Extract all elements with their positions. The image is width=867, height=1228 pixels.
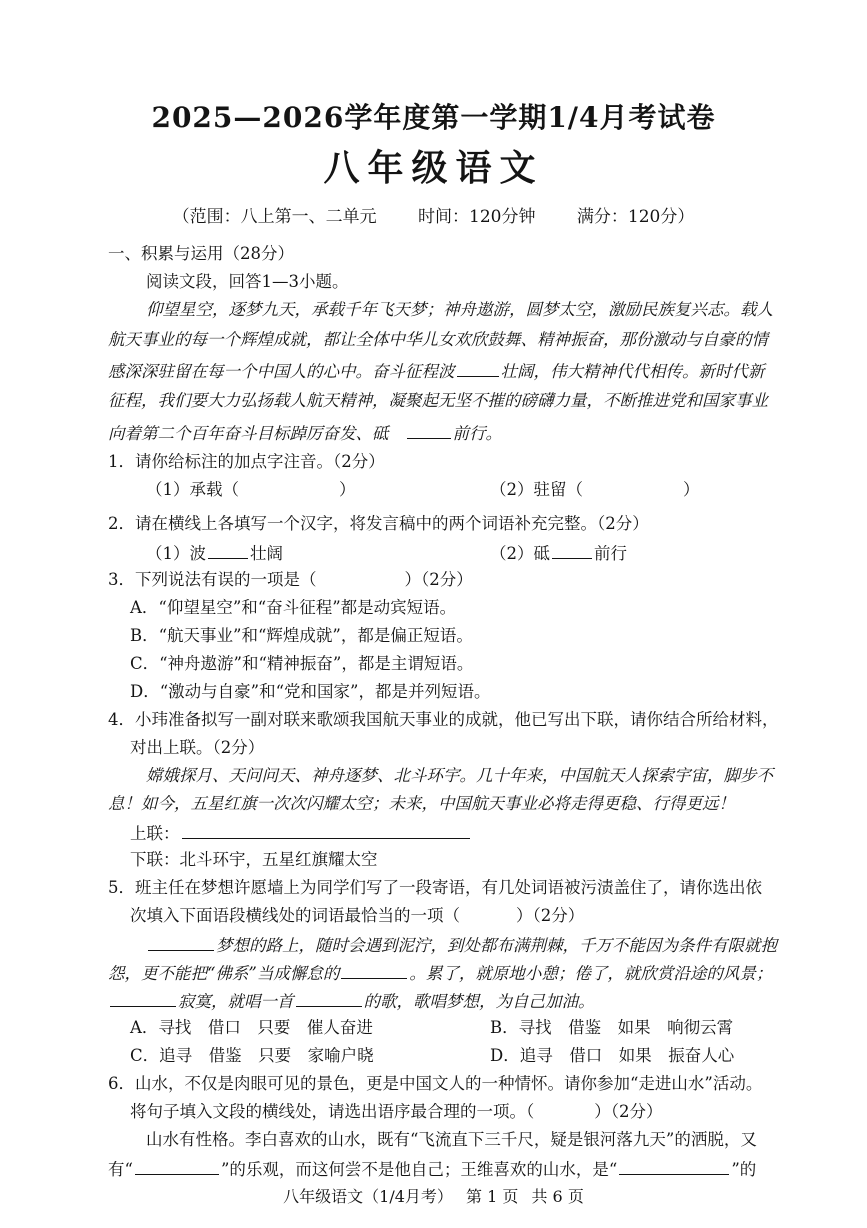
fill-blank[interactable] — [135, 1156, 219, 1175]
section-instruction: 阅读文段，回答1—3小题。 — [146, 272, 349, 291]
answer-line[interactable] — [182, 820, 470, 839]
q2-a-post: 壮阔 — [250, 544, 283, 563]
passage-line-2: 航天事业的每一个辉煌成就，都让全体中华儿女欢欣鼓舞、精神振奋，那份激动与自豪的情 — [108, 330, 768, 349]
footer-subject: 八年级语文（1/4月考） — [283, 1187, 453, 1206]
q5-option-b: B．寻找 借鉴 如果 响彻云霄 — [490, 1018, 734, 1037]
q1-option-a — [146, 478, 356, 502]
q6-stem-2-start: 将句子填入文段的横线处，请选出语序最合理的一项。（ — [130, 1102, 535, 1121]
q4-lower-couplet: 下联：北斗环宇，五星红旗耀太空 — [130, 850, 378, 869]
exam-title: 2025—2026学年度第一学期1/4月考试卷 — [151, 101, 716, 134]
fill-blank[interactable] — [148, 932, 214, 951]
q6-passage-2-pre: 有“ — [108, 1160, 133, 1179]
q3-stem-start: 3．下列说法有误的一项是（ — [108, 570, 317, 589]
q3-option-c: C．“神舟遨游”和“精神振奋”，都是主谓短语。 — [130, 654, 474, 673]
page-footer — [0, 1184, 867, 1207]
q3-option-a: A．“仰望星空”和“奋斗征程”都是动宾短语。 — [130, 598, 457, 617]
q6-passage-1: 山水有性格。李白喜欢的山水，既有“飞流直下三千尺，疑是银河落九天”的洒脱，又 — [146, 1130, 757, 1149]
q1-b-label: （2）驻留（ — [490, 480, 583, 499]
passage-line-3 — [108, 358, 765, 384]
q5-passage-3-post: 的歌，歌唱梦想，为自己加油。 — [363, 992, 595, 1011]
q2-stem: 2．请在横线上各填写一个汉字，将发言稿中的两个词语补充完整。（2分） — [108, 514, 649, 533]
passage-line-4: 征程，我们要大力弘扬载人航天精神，凝聚起无坚不摧的磅礴力量，不断推进党和国家事业 — [108, 391, 768, 410]
fill-blank[interactable] — [208, 540, 248, 559]
section-heading: 一、积累与运用（28分） — [108, 244, 294, 263]
q6-passage-2-post: ”的 — [731, 1160, 757, 1179]
q3-stem — [108, 568, 473, 592]
q5-passage-2 — [108, 960, 772, 986]
q4-upper-label: 上联： — [130, 824, 180, 843]
exam-score: 满分：120分） — [576, 207, 695, 227]
passage-line-3a: 感深深驻留在每一个中国人的心中。奋斗征程波 — [108, 362, 455, 381]
q6-passage-2-mid: ”的乐观，而这何尝不是他自己；王维喜欢的山水，是“ — [220, 1160, 618, 1179]
fill-blank[interactable] — [457, 358, 499, 377]
q5-stem-2-end: ）（2分） — [516, 906, 585, 925]
exam-time: 时间：120分钟 — [418, 207, 536, 227]
fill-blank[interactable] — [407, 420, 451, 439]
q3-option-d: D．“激动与自豪”和“党和国家”，都是并列短语。 — [130, 682, 491, 701]
passage-line-1: 仰望星空，逐梦九天，承载千年飞天梦；神舟遨游，圆梦太空，激励民族复兴志。载人 — [146, 300, 773, 319]
passage-line-3b: 壮阔，伟大精神代代相传。新时代新 — [500, 362, 765, 381]
q4-material-1: 嫦娥探月、天问问天、神舟逐梦、北斗环宇。几十年来，中国航天人探索宇宙，脚步不 — [146, 766, 773, 785]
q3-stem-end: ）（2分） — [404, 570, 473, 589]
q2-b-post: 前行 — [594, 544, 627, 563]
q5-passage-3-mid: 寂寞，就唱一首 — [178, 992, 294, 1011]
q2-option-b — [490, 540, 627, 566]
q5-stem-2-start: 次填入下面语段横线处的词语最恰当的一项（ — [130, 906, 460, 925]
fill-blank[interactable] — [110, 988, 176, 1007]
q2-a-pre: （1）波 — [146, 544, 206, 563]
exam-scope: （范围：八上第一、二单元 — [172, 207, 377, 227]
q5-passage-2-pre: 怨，更不能把“佛系”当成懈怠的 — [108, 964, 340, 983]
q1-option-b — [490, 478, 700, 502]
q5-stem-2 — [130, 904, 584, 928]
fill-blank[interactable] — [296, 988, 362, 1007]
q6-stem-2-end: ）（2分） — [594, 1102, 663, 1121]
q5-stem-1: 5．班主任在梦想许愿墙上为同学们写了一段寄语，有几处词语被污渍盖住了，请你选出依 — [108, 878, 762, 897]
q6-passage-2 — [108, 1156, 756, 1182]
q1-b-close: ） — [683, 480, 700, 499]
q2-option-a — [146, 540, 283, 566]
exam-subtitle: 八年级语文 — [323, 147, 544, 189]
q5-option-d: D．追寻 借口 如果 振奋人心 — [490, 1046, 735, 1065]
q4-stem-2: 对出上联。（2分） — [130, 738, 265, 757]
q1-a-close: ） — [339, 480, 356, 499]
exam-meta — [0, 202, 867, 227]
q6-stem-2 — [130, 1100, 663, 1124]
q4-material-2: 息！如今，五星红旗一次次闪耀太空；未来，中国航天事业必将走得更稳、行得更远！ — [108, 794, 735, 813]
q4-stem-1: 4．小玮准备拟写一副对联来歌颂我国航天事业的成就，他已写出下联，请你结合所给材料， — [108, 710, 779, 729]
footer-total-pages: 共 6 页 — [531, 1187, 584, 1206]
q5-passage-3 — [108, 988, 595, 1014]
passage-line-5a: 向着第二个百年奋斗目标踔厉奋发、砥 — [108, 424, 389, 443]
fill-blank[interactable] — [341, 960, 407, 979]
q5-passage-1-text: 梦想的路上，随时会遇到泥泞，到处都布满荆棘，千万不能因为条件有限就抱 — [216, 936, 777, 955]
passage-line-5b: 前行。 — [452, 424, 502, 443]
q5-passage-2-post: 。累了，就原地小憩；倦了，就欣赏沿途的风景； — [409, 964, 773, 983]
q6-stem-1: 6．山水，不仅是肉眼可见的景色，更是中国文人的一种情怀。请你参加“走进山水”活动。 — [108, 1074, 763, 1093]
q4-upper-couplet — [130, 820, 472, 846]
q1-stem: 1．请你给标注的加点字注音。（2分） — [108, 452, 385, 471]
footer-page-number: 第 1 页 — [466, 1187, 519, 1206]
fill-blank[interactable] — [619, 1156, 729, 1175]
q1-a-label: （1）承载（ — [146, 480, 239, 499]
q5-passage-1 — [146, 932, 777, 958]
q2-b-pre: （2）砥 — [490, 544, 550, 563]
q5-option-a: A．寻找 借口 只要 催人奋进 — [130, 1018, 373, 1037]
q3-option-b: B．“航天事业”和“辉煌成就”，都是偏正短语。 — [130, 626, 473, 645]
fill-blank[interactable] — [552, 540, 592, 559]
q5-option-c: C．追寻 借鉴 只要 家喻户晓 — [130, 1046, 374, 1065]
passage-line-5 — [108, 420, 502, 446]
